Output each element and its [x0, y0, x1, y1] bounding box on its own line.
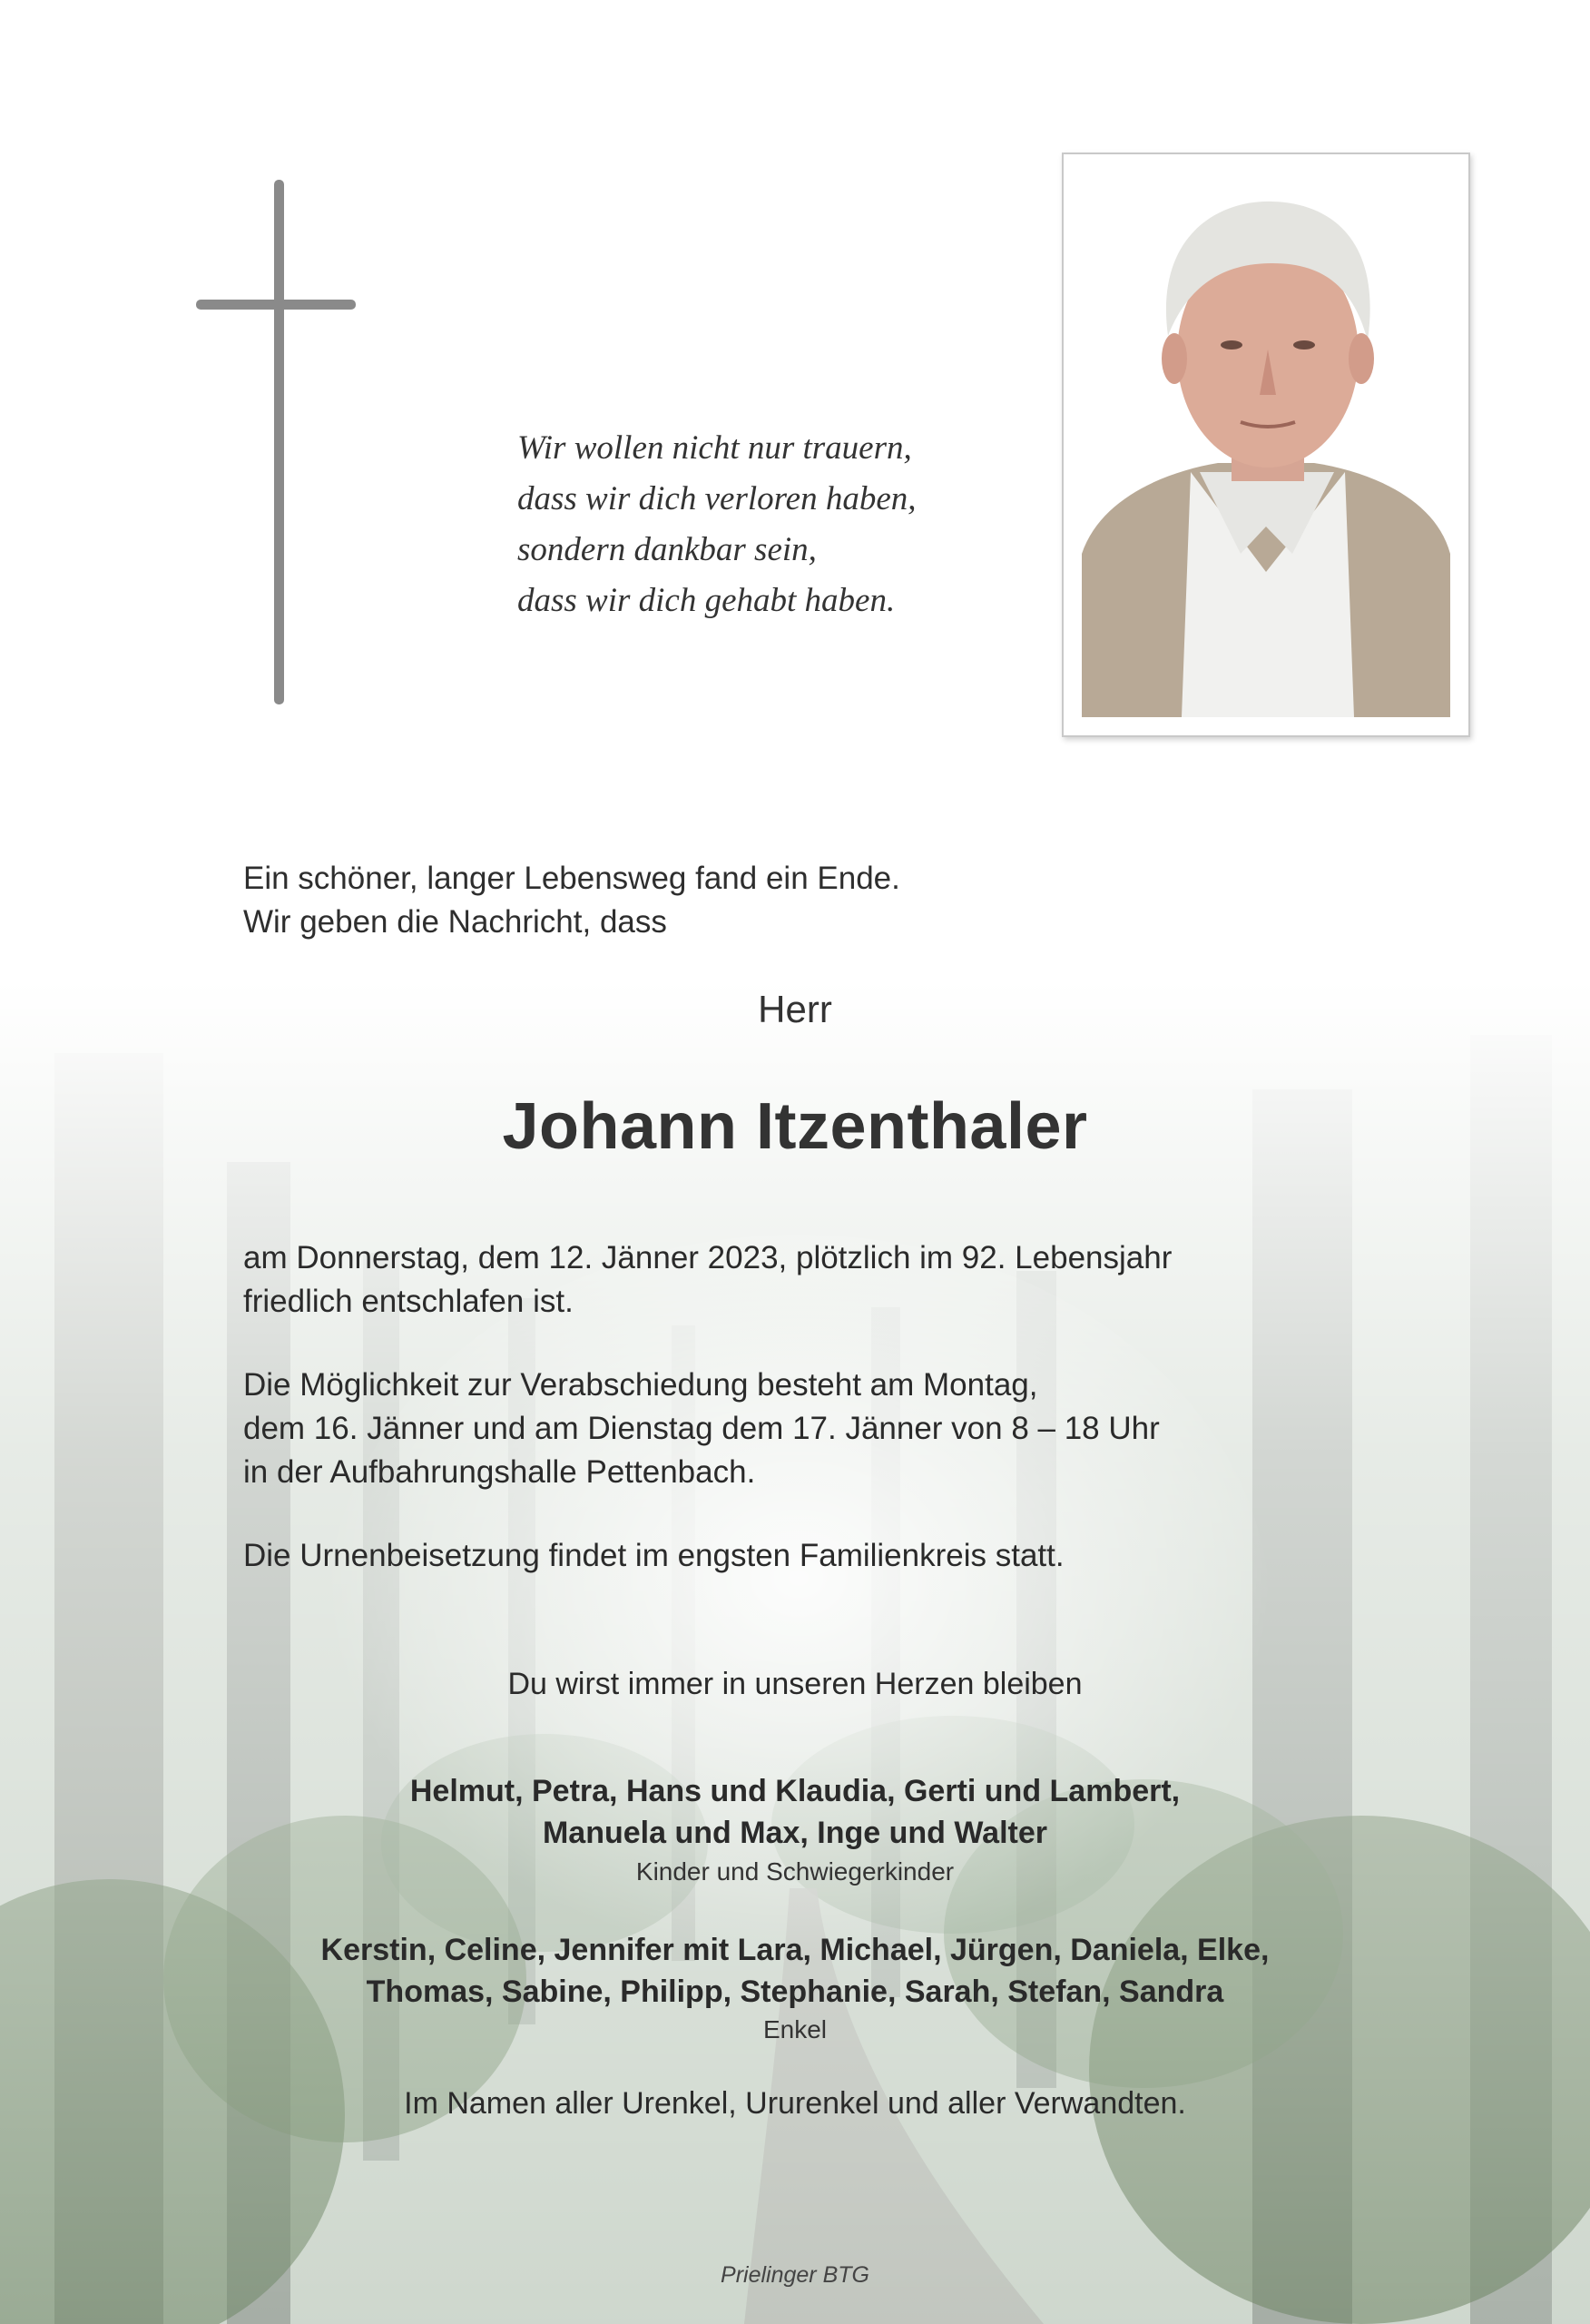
children-names-line: Helmut, Petra, Hans und Klaudia, Gerti und Lambert, [409, 1774, 1181, 1808]
memorial-verse [517, 423, 1026, 626]
death-notice-line: friedlich entschlafen ist. [243, 1284, 574, 1319]
burial-note-line: Die Urnenbeisetzung findet im engsten Familienkreis statt. [243, 1538, 1065, 1573]
intro-text [243, 857, 900, 944]
verse-line: dass wir dich verloren haben, [517, 480, 917, 517]
salutation: Herr [758, 988, 832, 1030]
deceased-name: Johann Itzenthaler [502, 1090, 1088, 1163]
children-names-line: Manuela und Max, Inge und Walter [542, 1816, 1047, 1850]
children-relation: Kinder und Schwiegerkinder [635, 1857, 955, 1886]
intro-line: Ein schöner, langer Lebensweg fand ein Ende. [243, 861, 900, 896]
farewell-line: dem 16. Jänner und am Dienstag dem 17. Jänner von 8 – 18 Uhr [243, 1411, 1160, 1446]
forest-background [0, 980, 1590, 2324]
closing-line: Im Namen aller Urenkel, Ururenkel und aller Verwandten. [404, 2086, 1186, 2121]
grandchildren-relation: Enkel [762, 2015, 828, 2043]
portrait-photo [1082, 172, 1450, 717]
verse-line: Wir wollen nicht nur trauern, [517, 429, 912, 467]
motto: Du wirst immer in unseren Herzen bleiben [507, 1667, 1083, 1701]
verse-line: sondern dankbar sein, [517, 531, 817, 568]
funeral-home-footer: Prielinger BTG [721, 2262, 869, 2288]
farewell-info [243, 1364, 1423, 1494]
burial-note [243, 1534, 1423, 1578]
verse-line: dass wir dich gehabt haben. [517, 582, 896, 619]
farewell-line: in der Aufbahrungshalle Pettenbach. [243, 1454, 756, 1490]
portrait-frame [1062, 153, 1470, 737]
grandchildren-names-line: Kerstin, Celine, Jennifer mit Lara, Michael, Jürgen, Daniela, Elke, [320, 1933, 1270, 1967]
farewell-line: Die Möglichkeit zur Verabschiedung besteht am Montag, [243, 1367, 1038, 1403]
cross-icon [274, 180, 284, 704]
death-notice-line: am Donnerstag, dem 12. Jänner 2023, plötzlich im 92. Lebensjahr [243, 1240, 1173, 1275]
cross-icon-beam [196, 300, 356, 310]
death-notice [243, 1236, 1423, 1324]
intro-line: Wir geben die Nachricht, dass [243, 904, 667, 940]
grandchildren-names-line: Thomas, Sabine, Philipp, Stephanie, Sarah, Stefan, Sandra [366, 1974, 1224, 2009]
